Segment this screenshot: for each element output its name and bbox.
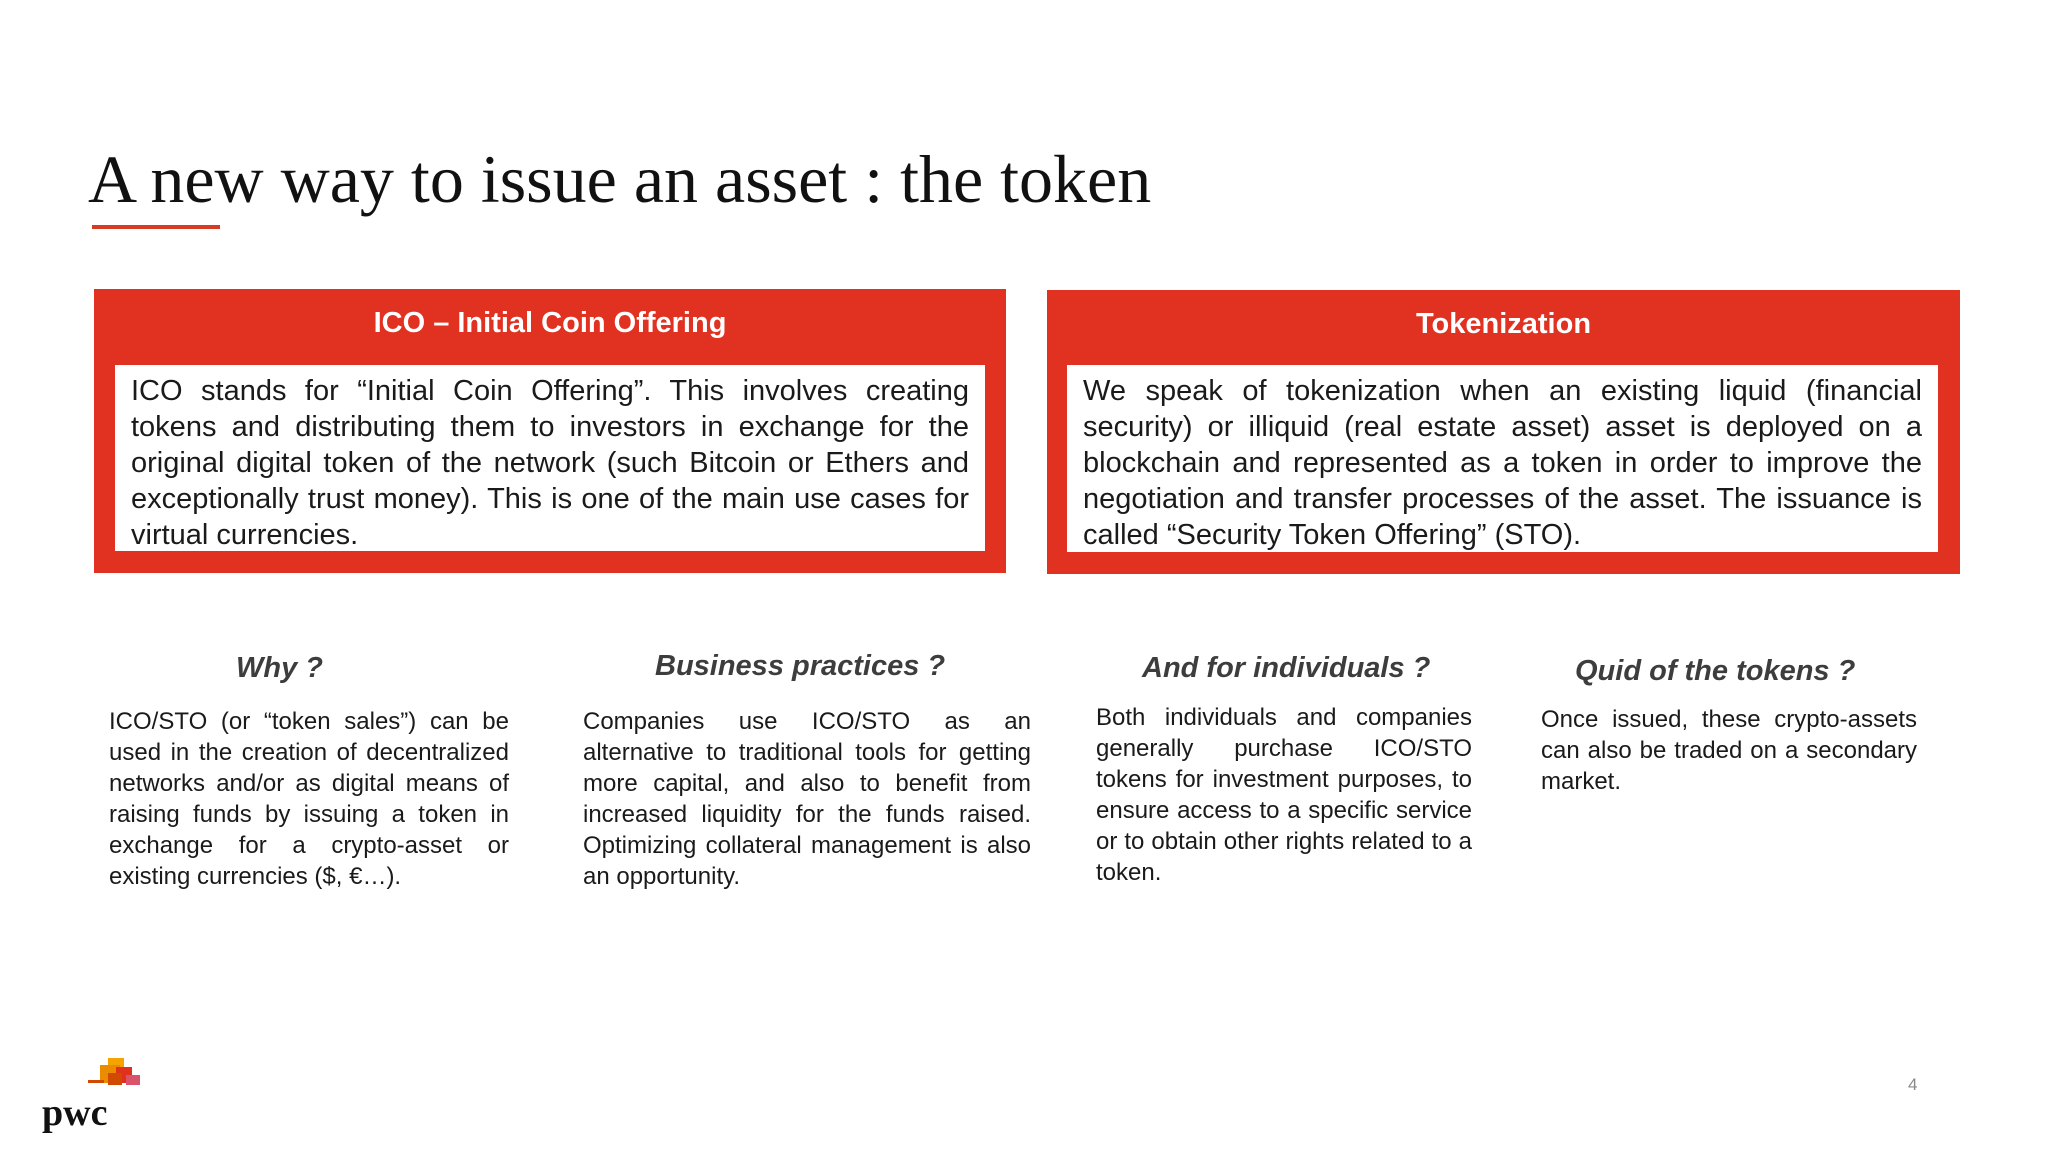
why-heading: Why ? — [236, 652, 323, 684]
pwc-logo — [38, 1055, 148, 1135]
ico-box-text: ICO stands for “Initial Coin Offering”. This involves creating tokens and distributing them to investors in exchange for the original digital token of the network (such Bitcoin or Ethers and exceptionally trust money). This is one of the main use cases for virtual currencies. — [115, 365, 985, 551]
individuals-heading: And for individuals ? — [1142, 652, 1431, 684]
why-text: ICO/STO (or “token sales”) can be used in the creation of decentralized networks and/or as digital means of raising funds by issuing a token in exchange for a crypto-asset or existing currencies ($, €…). — [109, 708, 509, 890]
pwc-logo-wordmark: pwc — [42, 1092, 108, 1134]
tokenization-box — [1047, 290, 1960, 574]
page-title: A new way to issue an asset : the token — [88, 141, 1152, 217]
tokens-heading: Quid of the tokens ? — [1575, 655, 1856, 687]
ico-box — [94, 289, 1006, 573]
individuals-text: Both individuals and companies generally purchase ICO/STO tokens for investment purposes, to ensure access to a specific service or to obtain other rights related to a token. — [1096, 704, 1472, 886]
business-practices-heading: Business practices ? — [655, 650, 946, 682]
tokens-text: Once issued, these crypto-assets can also be traded on a secondary market. — [1541, 706, 1917, 795]
business-practices-text: Companies use ICO/STO as an alternative to traditional tools for getting more capital, and also to benefit from increased liquidity for the funds raised. Optimizing collateral management is also an opportunity. — [583, 708, 1031, 890]
pwc-logo-mark — [38, 1055, 148, 1135]
page-number: 4 — [1908, 1075, 1918, 1094]
ico-box-heading: ICO – Initial Coin Offering — [373, 307, 727, 339]
tokenization-box-heading: Tokenization — [1415, 308, 1592, 340]
tokenization-box-text: We speak of tokenization when an existing liquid (financial security) or illiquid (real estate asset) asset is deployed on a blockchain and represented as a token in order to improve the negotiation and transfer processes of the asset. The issuance is called “Security Token Offering” (STO). — [1067, 365, 1938, 552]
title-underline — [92, 225, 220, 229]
